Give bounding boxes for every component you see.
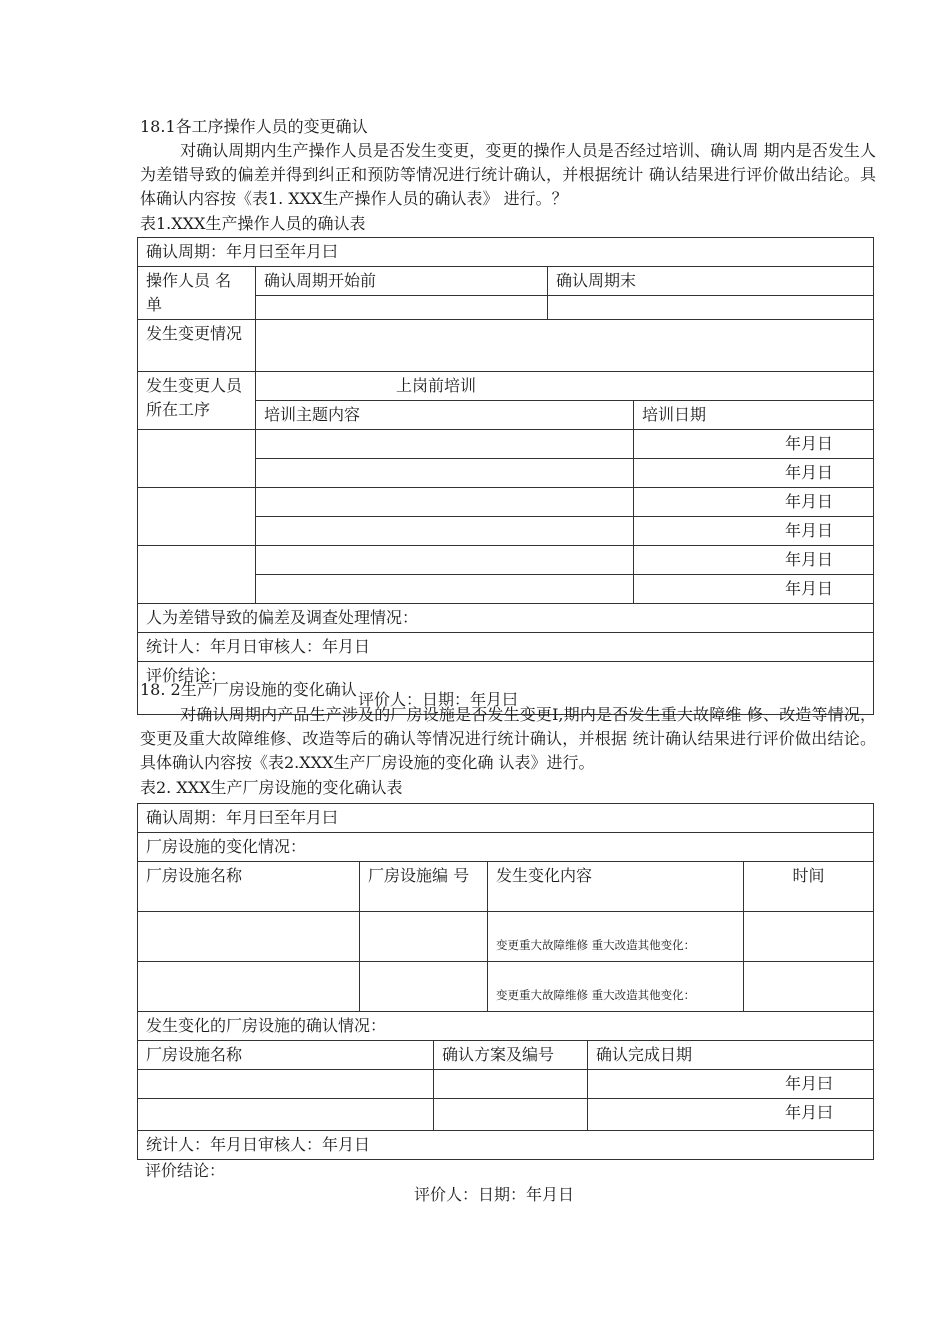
table1-topic-cell — [256, 459, 634, 488]
table1-pre-job-training — [256, 372, 874, 401]
table1-deviation: 人为差错导致的偏差及调查处理情况： — [138, 604, 874, 633]
section2-evaluator: 评价人：日期：年月日 — [414, 1185, 575, 1204]
table2-time: 时间 — [744, 862, 874, 912]
table2-no-cell — [360, 912, 488, 962]
table1-topic-cell — [256, 488, 634, 517]
table2-plan-no: 确认方案及编号 — [434, 1041, 588, 1070]
table1-change-status: 发生变更情况 — [138, 320, 256, 372]
table1-topic-cell — [256, 430, 634, 459]
table2-facility-cell2 — [138, 1099, 434, 1131]
table1-statistician: 统计人：年月日审核人：年月日 — [138, 633, 874, 662]
table1-process-cell-2 — [138, 488, 256, 546]
table1-topic-cell — [256, 546, 634, 575]
table2-facility-cell — [138, 962, 360, 1012]
table2-date-cell: 年月曰 — [588, 1099, 874, 1131]
table2-date-cell: 年月曰 — [588, 1070, 874, 1099]
table1-period: 确认周期：年月曰至年月曰 — [138, 238, 874, 267]
section2-conclusion: 评价结论： — [145, 1161, 226, 1180]
pre-job-training-label: 上岗前培训 — [396, 376, 477, 395]
table2-period: 确认周期：年月曰至年月曰 — [138, 804, 874, 833]
table1-training-date: 培训日期 — [634, 401, 874, 430]
table1-operator-list: 操作人员 名单 — [138, 267, 256, 320]
table2-complete-date: 确认完成日期 — [588, 1041, 874, 1070]
table2-plan-cell — [434, 1070, 588, 1099]
table2-time-cell — [744, 912, 874, 962]
table1-end: 确认周期末 — [548, 267, 874, 296]
table2-facility-name2: 厂房设施名称 — [138, 1041, 434, 1070]
table2-statistician: 统计人：年月日审核人：年月日 — [138, 1131, 874, 1160]
table1-date-cell: 年月日 — [634, 488, 874, 517]
section2-paragraph — [140, 703, 876, 775]
section1-paragraph-text: 对确认周期内生产操作人员是否发生变更，变更的操作人员是否经过培训、确认周 期内是否发生人为差错导致的偏差并得到纠正和预防等情况进行统计确认，并根据统计 确认结果进行评价做出结论。具体确认内容按《表1. XXX生产操作人员的确认表》 进行。？ — [140, 141, 876, 208]
table2-no-cell — [360, 962, 488, 1012]
table1-topic-cell — [256, 575, 634, 604]
section1-paragraph — [140, 139, 876, 211]
table2-change-options: 变更重大故障维修 重大改造其他变化： — [488, 962, 744, 1012]
table2-facility-no: 厂房设施编 号 — [360, 862, 488, 912]
section2-paragraph-text: 对确认周期内产品生产涉及的厂房设施是否发生变更I,期内是否发生重大故障维 修、改造等情况，变更及重大故障维修、改造等后的确认等情况进行统计确认，并根据 统计确认结果进行评价做出结论。具体确认内容按《表2.XXX生产厂房设施的变化确 认表》进行。 — [140, 705, 876, 772]
table1-date-cell: 年月日 — [634, 430, 874, 459]
section1-heading: 18.1各工序操作人员的变更确认 — [140, 117, 368, 136]
table2-time-cell — [744, 962, 874, 1012]
table2-change-options: 变更重大故障维修 重大改造其他变化： — [488, 912, 744, 962]
table1-date-cell: 年月日 — [634, 459, 874, 488]
table1-caption: 表1.XXX生产操作人员的确认表 — [140, 214, 366, 233]
table1-before: 确认周期开始前 — [256, 267, 548, 296]
table1-date-cell: 年月日 — [634, 517, 874, 546]
table2-facility-cell — [138, 912, 360, 962]
table1-changed-person-process: 发生变更人员所在工序 — [138, 372, 256, 430]
table2 — [137, 803, 874, 1160]
table1-conclusion-label: 评价结论： — [146, 666, 227, 685]
table2-facility-name: 厂房设施名称 — [138, 862, 360, 912]
table1-change-status-value — [256, 320, 874, 372]
table1-end-value — [548, 296, 874, 320]
table2-caption: 表2. XXX生产厂房设施的变化确认表 — [140, 778, 403, 797]
table1-training-topic: 培训主题内容 — [256, 401, 634, 430]
table2-change-content: 发生变化内容 — [488, 862, 744, 912]
table1 — [137, 237, 874, 715]
table1-process-cell-3 — [138, 546, 256, 604]
table1-date-cell: 年月日 — [634, 575, 874, 604]
table2-plan-cell — [434, 1099, 588, 1131]
table1-process-cell-1 — [138, 430, 256, 488]
table2-confirm-status: 发生变化的厂房设施的确认情况： — [138, 1012, 874, 1041]
table1-before-value — [256, 296, 548, 320]
table1-evaluator: 评价人：日期：年月曰 — [358, 690, 519, 709]
table1-topic-cell — [256, 517, 634, 546]
section2-heading: 18. 2生产厂房设施的变化确认 — [140, 680, 357, 699]
table1-date-cell: 年月日 — [634, 546, 874, 575]
table2-change-status: 厂房设施的变化情况： — [138, 833, 874, 862]
table2-facility-cell2 — [138, 1070, 434, 1099]
